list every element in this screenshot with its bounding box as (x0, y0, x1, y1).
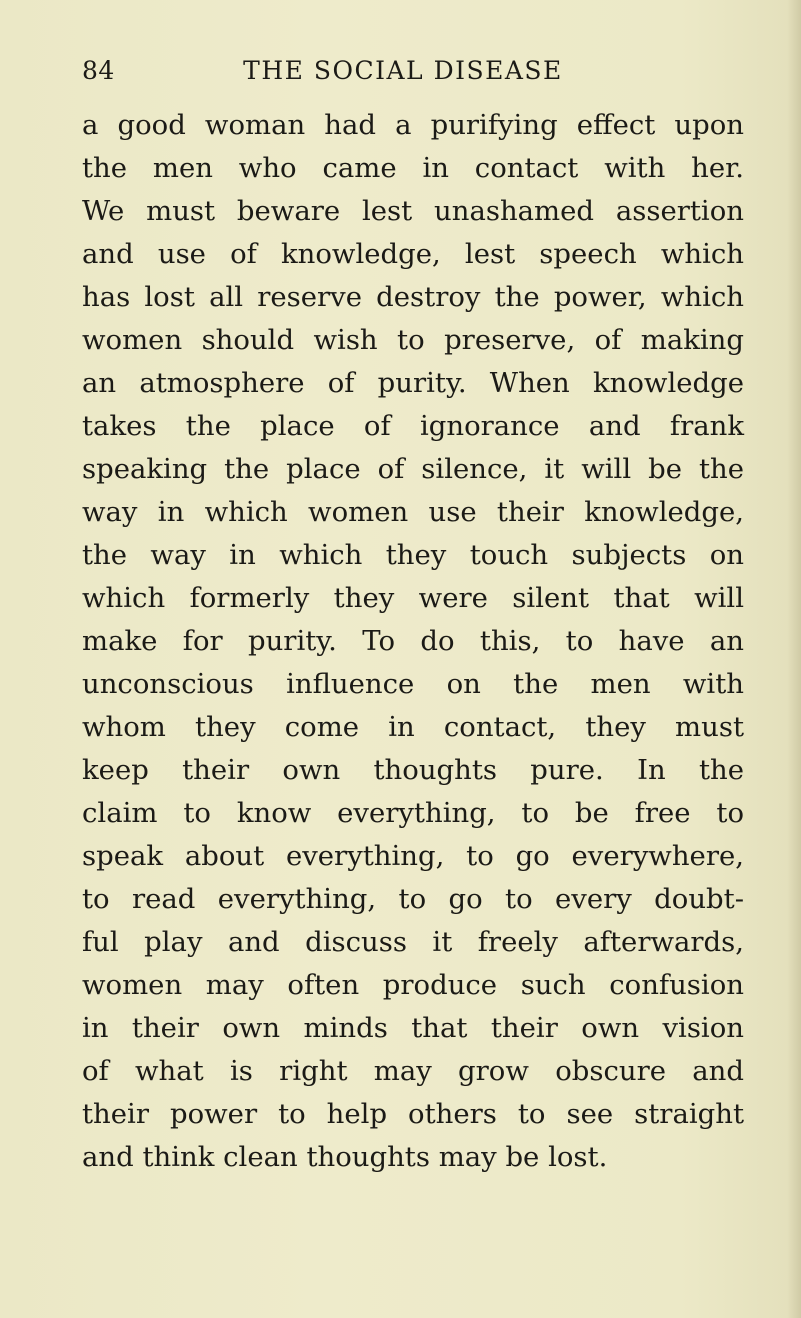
page-edge-shadow (787, 0, 801, 1318)
text-line: their power to help others to see straight (82, 1098, 744, 1130)
text-line: speak about everything, to go everywhere, (82, 840, 744, 872)
text-line: the way in which they touch subjects on (82, 539, 744, 571)
text-line: unconscious influence on the men with (82, 668, 744, 700)
text-line: women may often produce such confusion (82, 969, 744, 1001)
text-line: We must beware lest unashamed assertion (82, 195, 744, 227)
text-line: in their own minds that their own vision (82, 1012, 744, 1044)
text-line: and use of knowledge, lest speech which (82, 238, 744, 270)
text-line: has lost all reserve destroy the power, which (82, 281, 744, 313)
text-line: way in which women use their knowledge, (82, 496, 744, 528)
text-line: to read everything, to go to every doubt- (82, 883, 744, 915)
text-line: women should wish to preserve, of making (82, 324, 744, 356)
text-line: which formerly they were silent that will (82, 582, 744, 614)
text-line: a good woman had a purifying effect upon (82, 109, 744, 141)
text-line: make for purity. To do this, to have an (82, 625, 744, 657)
text-line: speaking the place of silence, it will be the (82, 453, 744, 485)
body-paragraph (82, 104, 744, 1179)
running-title: THE SOCIAL DISEASE (243, 56, 563, 85)
text-line: takes the place of ignorance and frank (82, 410, 744, 442)
text-line: an atmosphere of purity. When knowledge (82, 367, 744, 399)
text-line: whom they come in contact, they must (82, 711, 744, 743)
text-line: claim to know everything, to be free to (82, 797, 744, 829)
text-line: keep their own thoughts pure. In the (82, 754, 744, 786)
running-head (62, 56, 744, 92)
text-line: the men who came in contact with her. (82, 152, 744, 184)
page-number: 84 (82, 56, 115, 85)
text-line: of what is right may grow obscure and (82, 1055, 744, 1087)
text-line: ful play and discuss it freely afterwards, (82, 926, 744, 958)
text-line: and think clean thoughts may be lost. (82, 1141, 608, 1173)
